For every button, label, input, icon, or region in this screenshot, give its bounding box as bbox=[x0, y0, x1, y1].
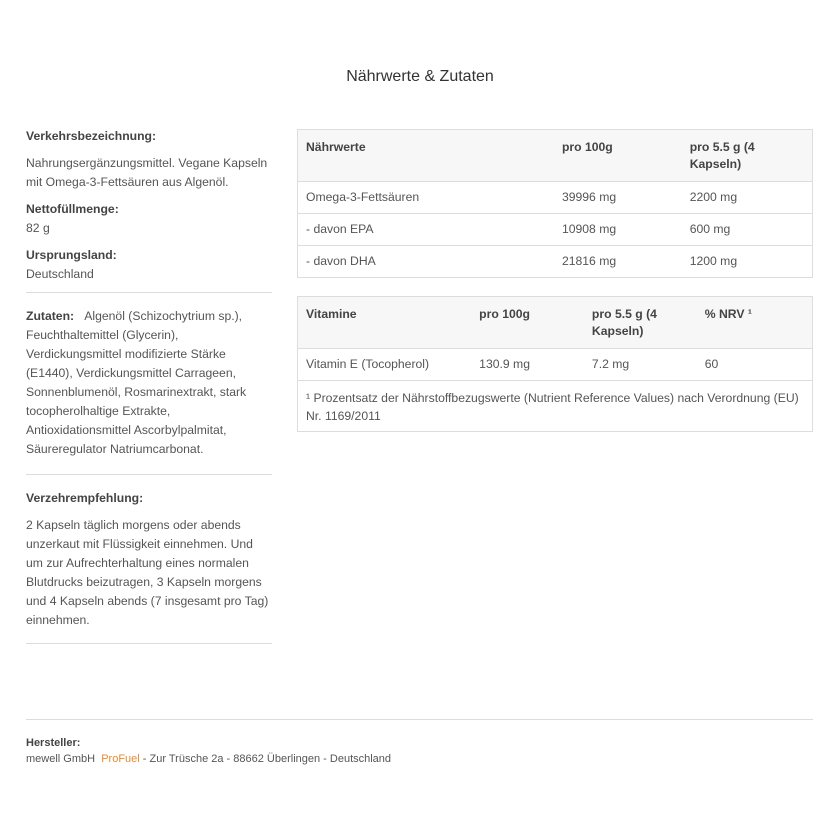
table-cell: 60 bbox=[697, 349, 813, 381]
table-header-cell: Vitamine bbox=[298, 297, 472, 349]
table-header-cell: Nährwerte bbox=[298, 130, 554, 182]
product-info-column bbox=[26, 127, 272, 644]
origin-label: Ursprungsland: bbox=[26, 248, 117, 262]
table-row bbox=[298, 182, 813, 214]
usage-value: 2 Kapseln täglich morgens oder abends unzerkaut mit Flüssigkeit einnehmen. Und um zur Aufrechterhaltung eines normalen Blutdrucks beizutragen, 3 Kapseln morgens und 4 Kapseln abends (7 insgesamt pro Tag) einnehmen. bbox=[26, 518, 269, 627]
net-quantity-label: Nettofüllmenge: bbox=[26, 202, 119, 216]
origin-value: Deutschland bbox=[26, 267, 94, 281]
nutrition-table bbox=[297, 129, 813, 278]
ingredients-label: Zutaten: bbox=[26, 309, 75, 323]
table-cell: - davon DHA bbox=[298, 246, 554, 278]
table-cell: 21816 mg bbox=[554, 246, 682, 278]
table-row bbox=[298, 246, 813, 278]
table-cell: 130.9 mg bbox=[471, 349, 584, 381]
table-cell: 2200 mg bbox=[682, 182, 813, 214]
divider bbox=[26, 643, 272, 644]
manufacturer-footer bbox=[26, 735, 391, 767]
table-header-cell: pro 100g bbox=[554, 130, 682, 182]
footnote: ¹ Prozentsatz der Nährstoffbezugswerte (Nutrient Reference Values) nach Verordnung (EU) Nr. 1169/2011 bbox=[298, 381, 813, 432]
table-header-cell: pro 5.5 g (4 Kapseln) bbox=[682, 130, 813, 182]
table-cell: Omega-3-Fettsäuren bbox=[298, 182, 554, 214]
manufacturer-company: mewell GmbH bbox=[26, 753, 96, 765]
usage-section bbox=[26, 475, 272, 643]
page-title: Nährwerte & Zutaten bbox=[346, 68, 494, 85]
table-footnote-row bbox=[298, 381, 813, 432]
table-cell: 39996 mg bbox=[554, 182, 682, 214]
table-row bbox=[298, 349, 813, 381]
table-cell: 7.2 mg bbox=[584, 349, 697, 381]
usage-label: Verzehrempfehlung: bbox=[26, 491, 144, 505]
ingredients-section bbox=[26, 293, 272, 474]
product-basics-section bbox=[26, 127, 272, 292]
table-cell: - davon EPA bbox=[298, 214, 554, 246]
table-cell: Vitamin E (Tocopherol) bbox=[298, 349, 472, 381]
table-cell: 600 mg bbox=[682, 214, 813, 246]
ingredients-value: Algenöl (Schizochytrium sp.), Feuchthaltemittel (Glycerin), Verdickungsmittel modifizierte Stärke (E1440), Verdickungsmittel Carrageen, Sonnenblumenöl, Rosmarinextrakt, stark tocopherolhaltige Extrakte, Antioxidationsmittel Ascorbylpalmitat, Säureregulator Natriumcarbonat. bbox=[26, 309, 247, 456]
designation-label: Verkehrsbezeichnung: bbox=[26, 129, 157, 143]
manufacturer-address: - Zur Trüsche 2a - 88662 Überlingen - Deutschland bbox=[142, 753, 392, 765]
table-cell: 10908 mg bbox=[554, 214, 682, 246]
vitamins-table bbox=[297, 296, 813, 432]
table-cell: 1200 mg bbox=[682, 246, 813, 278]
table-header-cell: % NRV ¹ bbox=[697, 297, 813, 349]
footer-divider bbox=[26, 719, 813, 720]
manufacturer-label: Hersteller: bbox=[26, 737, 81, 749]
table-header-cell: pro 100g bbox=[471, 297, 584, 349]
designation-value: Nahrungsergänzungsmittel. Vegane Kapseln mit Omega-3-Fettsäuren aus Algenöl. bbox=[26, 156, 268, 189]
table-row bbox=[298, 214, 813, 246]
net-quantity-value: 82 g bbox=[26, 221, 50, 235]
table-header-cell: pro 5.5 g (4 Kapseln) bbox=[584, 297, 697, 349]
table-header-row bbox=[298, 297, 813, 349]
brand-link[interactable]: ProFuel bbox=[101, 753, 140, 765]
table-header-row bbox=[298, 130, 813, 182]
